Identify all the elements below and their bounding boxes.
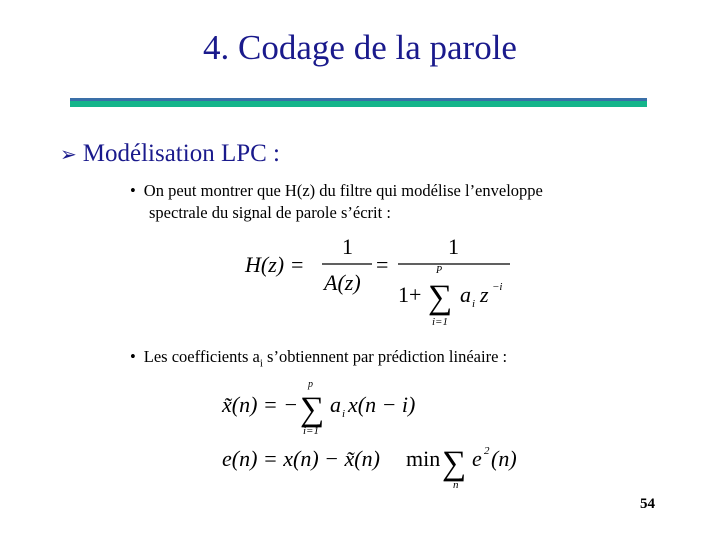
formula3-term-exp: 2 [484, 445, 490, 457]
slide-title: 4. Codage de la parole [203, 28, 517, 67]
prediction-formula [220, 378, 480, 438]
transfer-function-formula [240, 232, 540, 332]
formula3-lhs: e(n) = x(n) − x̃(n) [222, 446, 380, 471]
formula2-term: a [330, 392, 341, 417]
formula2-sigma: ∑ [300, 391, 325, 428]
arrow-bullet-icon: ➢ [60, 142, 77, 166]
formula3-term-rest: (n) [491, 446, 517, 471]
formula1-upper-limit: P [436, 265, 443, 276]
formula1-lower-limit: i=1 [432, 316, 448, 328]
formula3-min: min [406, 446, 441, 471]
title-divider [70, 98, 647, 108]
formula2-lhs: x̃(n) = − [222, 392, 299, 417]
bullet-item-1 [130, 180, 670, 224]
formula1-one-plus: 1+ [398, 282, 422, 307]
formula3-sigma: ∑ [442, 445, 467, 482]
bullet-dot: • [130, 347, 136, 366]
formula1-term-z: z [480, 282, 489, 307]
formula2-upper-limit: p [308, 379, 313, 390]
bullet2-subscript: i [259, 357, 263, 370]
bullet2-pre: Les coefficients a [143, 347, 260, 366]
formula2-lower-limit: i=1 [303, 425, 319, 437]
section-heading [60, 140, 280, 168]
formula3-lower-limit: n [453, 479, 459, 491]
bullet1-line1: On peut montrer que H(z) du filtre qui modélise l’enveloppe [143, 181, 543, 200]
formula1-term-sub: i [472, 298, 476, 310]
formula2-term-sub: i [342, 408, 346, 420]
bullet-item-2 [130, 346, 690, 374]
page-number: 54 [640, 496, 655, 512]
error-formula [220, 438, 540, 491]
heading-text: Modélisation LPC : [82, 140, 280, 167]
bullet-dot: • [130, 181, 136, 200]
formula1-term: a [460, 282, 471, 307]
bullet1-line2: spectrale du signal de parole s’écrit : [149, 203, 391, 222]
formula1-num2: 1 [448, 234, 459, 259]
formula1-num1: 1 [342, 234, 353, 259]
formula1-eq: = [376, 252, 389, 277]
divider-green-line [70, 101, 647, 107]
formula1-term-exp: −i [492, 281, 503, 293]
formula2-term-rest: x(n − i) [348, 392, 416, 417]
formula1-sigma: ∑ [428, 279, 453, 316]
formula1-lhs: H(z) = [245, 252, 305, 277]
formula1-den1: A(z) [324, 270, 361, 295]
bullet2-post: s’obtiennent par prédiction linéaire : [262, 347, 508, 366]
formula3-term: e [472, 446, 482, 471]
